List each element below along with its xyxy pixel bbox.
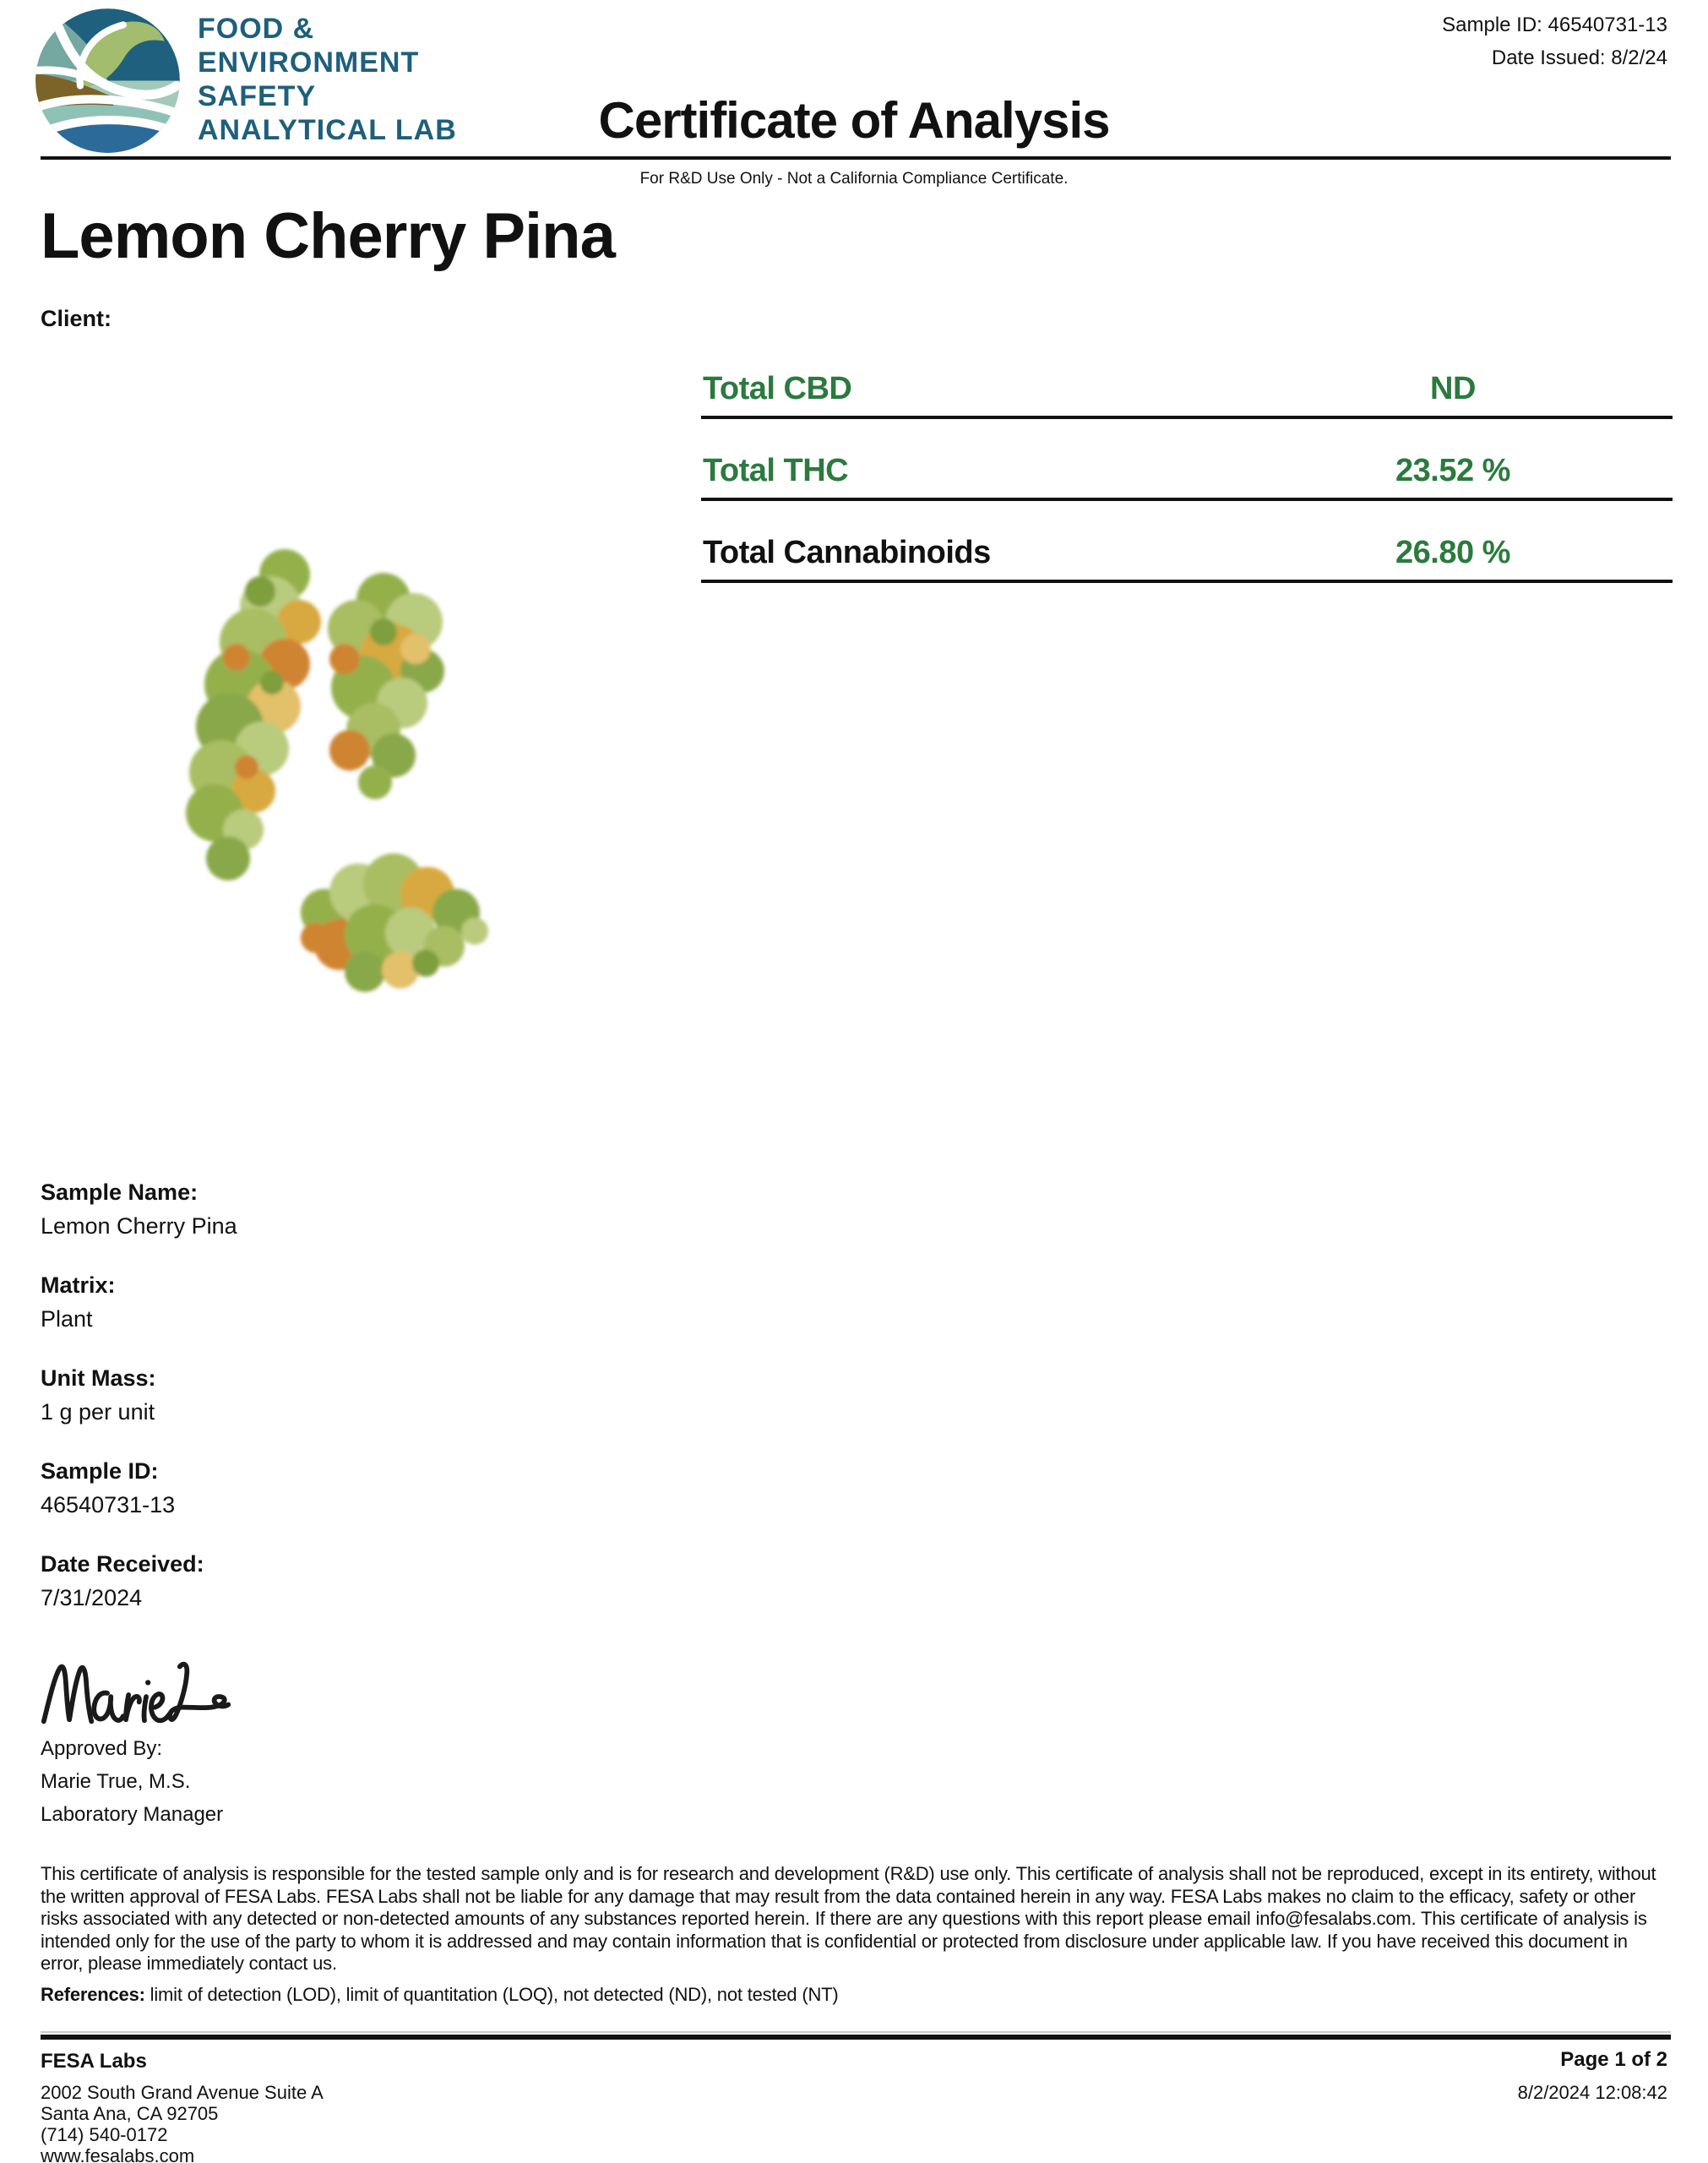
date-issued-text: Date Issued: 8/2/24 (1491, 46, 1667, 69)
footer-divider-thin (41, 2031, 1671, 2033)
total-cannabinoids-label: Total Cannabinoids (703, 535, 991, 570)
detail-label: Sample ID: (41, 1458, 159, 1484)
client-label: Client: (41, 306, 112, 331)
total-thc-value: 23.52 % (1395, 453, 1510, 488)
references-text: limit of detection (LOD), limit of quantitation (LOQ), not detected (ND), not tested (NT) (144, 1984, 839, 2005)
references-label: References: (41, 1984, 145, 2005)
summary-row-total-cannabinoids (701, 533, 1673, 583)
bud-top-right (328, 573, 444, 799)
bud-bottom-right (301, 853, 488, 992)
product-name-heading: Lemon Cherry Pina (41, 200, 615, 272)
sample-photo (112, 522, 509, 1011)
references-line (41, 1984, 1671, 2006)
document-meta (1442, 8, 1667, 74)
print-timestamp: 8/2/2024 12:08:42 (1517, 2082, 1667, 2103)
total-cbd-label: Total CBD (703, 371, 852, 406)
approver-title: Laboratory Manager (41, 1803, 224, 1826)
cannabinoid-summary-table (701, 369, 1673, 615)
approval-block (41, 1732, 223, 1831)
bud-left (186, 549, 321, 880)
logo-wordmark-line: ANALYTICAL LAB (198, 114, 457, 146)
detail-field-sample-name (41, 1179, 237, 1240)
logo-wordmark-line: FOOD & (198, 13, 315, 45)
compliance-note: For R&D Use Only - Not a California Compliance Certificate. (639, 170, 1069, 188)
detail-field-unit-mass (41, 1365, 237, 1425)
footer-page-info (1518, 2048, 1667, 2104)
approver-name: Marie True, M.S. (41, 1770, 191, 1793)
page-title: Certificate of Analysis (598, 92, 1110, 149)
detail-label: Unit Mass: (41, 1365, 156, 1391)
lab-phone: (714) 540-0172 (41, 2124, 168, 2145)
total-thc-label: Total THC (703, 453, 849, 488)
logo-wordmark-line: SAFETY (198, 80, 317, 112)
sample-id-text: Sample ID: 46540731-13 (1442, 14, 1667, 36)
signature-image (37, 1656, 233, 1734)
total-cannabinoids-value: 26.80 % (1395, 535, 1510, 570)
total-cbd-value: ND (1430, 371, 1476, 406)
page-number: Page 1 of 2 (1560, 2048, 1667, 2071)
disclaimer-text: This certificate of analysis is responsible for the tested sample only and is for research and development (R&D) use only. This certificate of analysis shall not be reproduced, except in its entirety, without the written approval of FESA Labs. FESA Labs shall not be liable for any damage that may result from the data contained herein in any way. FESA Labs makes no claim to the efficacy, safety or other risks associated with any detected or non-detected amounts of any substances reported herein. If there are any questions with this report please email info@fesalabs.com. This certificate of analysis is intended only for the use of the party to whom it is addressed and may contain information that is confidential or protected from disclosure under applicable law. If you have received this document in error, please immediately contact us. (41, 1863, 1656, 1974)
detail-label: Sample Name: (41, 1180, 199, 1205)
detail-value: Lemon Cherry Pina (41, 1213, 237, 1239)
detail-value: 1 g per unit (41, 1399, 155, 1425)
detail-value: 7/31/2024 (41, 1585, 143, 1610)
detail-label: Matrix: (41, 1272, 116, 1298)
detail-field-sample-id (41, 1457, 237, 1518)
summary-row-total-thc (701, 451, 1673, 501)
lab-address-line-1: 2002 South Grand Avenue Suite A (41, 2082, 324, 2103)
footer-divider (41, 2035, 1671, 2040)
footer-lab-info (41, 2050, 324, 2163)
detail-value: 46540731-13 (41, 1492, 176, 1517)
header-divider (41, 156, 1671, 160)
lab-address-line-2: Santa Ana, CA 92705 (41, 2103, 219, 2124)
summary-row-total-cbd (701, 369, 1673, 419)
detail-field-matrix (41, 1272, 237, 1332)
sample-details (41, 1179, 237, 1643)
approved-by-label: Approved By: (41, 1737, 163, 1760)
detail-label: Date Received: (41, 1551, 204, 1577)
logo-wordmark-line: ENVIRONMENT (198, 46, 420, 79)
detail-value: Plant (41, 1306, 93, 1332)
detail-field-date-received (41, 1550, 237, 1611)
lab-name: FESA Labs (41, 2050, 147, 2073)
lab-website: www.fesalabs.com (41, 2145, 195, 2163)
